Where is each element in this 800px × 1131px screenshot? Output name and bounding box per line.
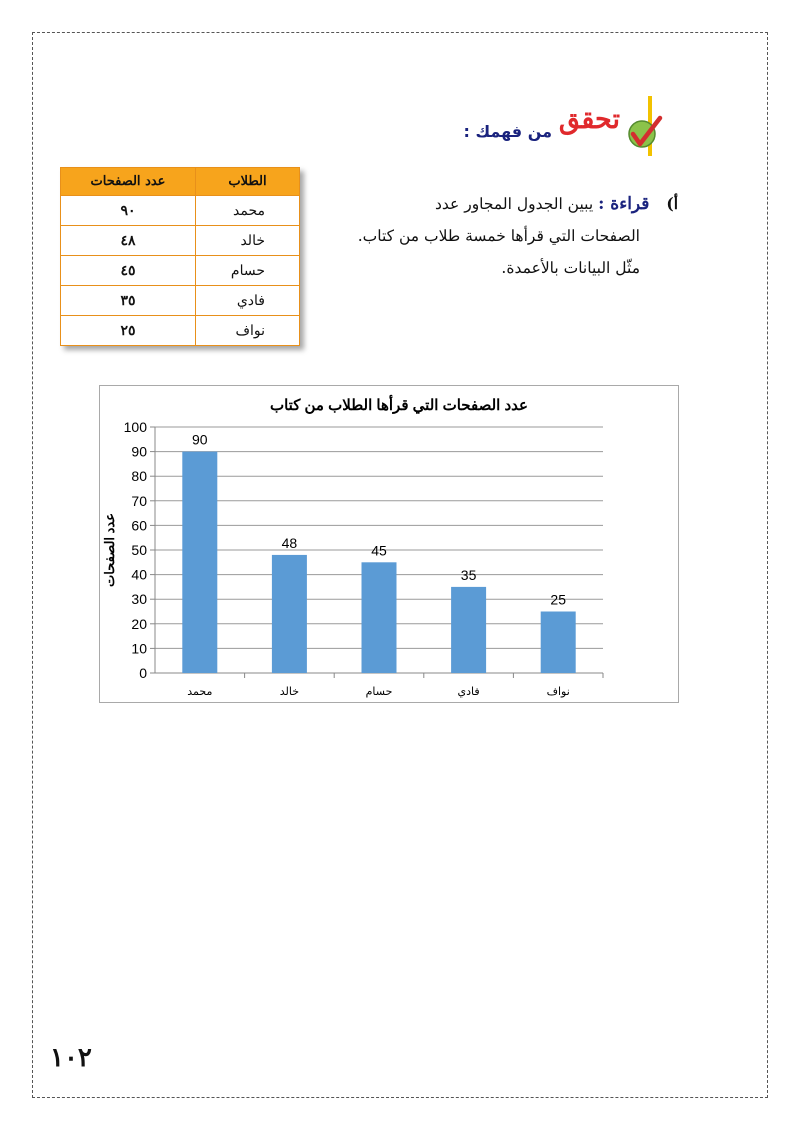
table-cell-name: فادي <box>196 286 300 316</box>
table-cell-pages: ٢٥ <box>61 316 196 346</box>
data-label: 90 <box>192 431 208 448</box>
x-tick-label: فادي <box>457 685 480 698</box>
bar <box>272 555 307 673</box>
question-label: قراءة : <box>598 194 650 214</box>
question-line-2: الصفحات التي قرأها خمسة طلاب من كتاب. <box>357 227 640 245</box>
table-header-students: الطلاب <box>196 168 300 196</box>
y-tick-label: 60 <box>131 517 147 534</box>
x-tick-label: خالد <box>279 685 300 698</box>
y-tick-label: 20 <box>131 615 147 632</box>
data-label: 35 <box>460 566 477 583</box>
table-cell-pages: ٤٨ <box>61 226 196 256</box>
y-tick-label: 40 <box>131 566 147 583</box>
header-subtitle: من فهمك : <box>463 122 552 141</box>
table-cell-name: خالد <box>196 226 300 256</box>
data-label: 45 <box>371 542 387 559</box>
x-tick-label: محمد <box>187 685 213 698</box>
table-header-pages: عدد الصفحات <box>61 168 196 196</box>
chart-title: عدد الصفحات التي قرأها الطلاب من كتاب <box>269 397 529 414</box>
table-cell-name: حسام <box>196 256 300 286</box>
y-tick-label: 90 <box>131 443 147 460</box>
y-tick-label: 100 <box>123 419 147 435</box>
data-label: 48 <box>281 534 298 551</box>
table-cell-pages: ٤٥ <box>61 256 196 286</box>
bar-chart-svg <box>100 386 678 702</box>
checkmark-icon <box>626 114 664 152</box>
data-table <box>60 167 300 346</box>
bar <box>182 452 217 673</box>
table-row <box>61 226 300 256</box>
y-tick-label: 0 <box>139 665 147 681</box>
table-cell-name: محمد <box>196 196 300 226</box>
header-title: تحقق <box>558 104 620 135</box>
table-row <box>61 256 300 286</box>
y-tick-label: 10 <box>131 640 147 657</box>
bar <box>362 562 397 673</box>
check-understanding-header <box>440 96 670 158</box>
table-row <box>61 196 300 226</box>
question-text <box>312 188 678 284</box>
bar-chart <box>99 385 679 703</box>
y-tick-label: 70 <box>131 492 147 509</box>
table-row <box>61 286 300 316</box>
table-cell-name: نواف <box>196 316 300 346</box>
bar <box>541 612 576 674</box>
question-line-1-text: يبين الجدول المجاور عدد <box>435 195 594 213</box>
table-cell-pages: ٩٠ <box>61 196 196 226</box>
data-label: 25 <box>550 591 566 608</box>
table-cell-pages: ٣٥ <box>61 286 196 316</box>
y-tick-label: 80 <box>131 468 147 485</box>
table-header-row <box>61 168 300 196</box>
x-tick-label: حسام <box>365 685 393 698</box>
table-row <box>61 316 300 346</box>
y-tick-label: 30 <box>131 591 147 608</box>
page-number: ١٠٢ <box>50 1043 92 1073</box>
question-line-3: مثّل البيانات بالأعمدة. <box>501 259 640 277</box>
x-tick-label: نواف <box>546 685 570 698</box>
question-number: أ) <box>666 194 678 213</box>
bar <box>451 587 486 673</box>
y-axis-label: عدد الصفحات <box>102 513 117 587</box>
y-tick-label: 50 <box>131 542 147 558</box>
question-line-1 <box>312 188 678 220</box>
